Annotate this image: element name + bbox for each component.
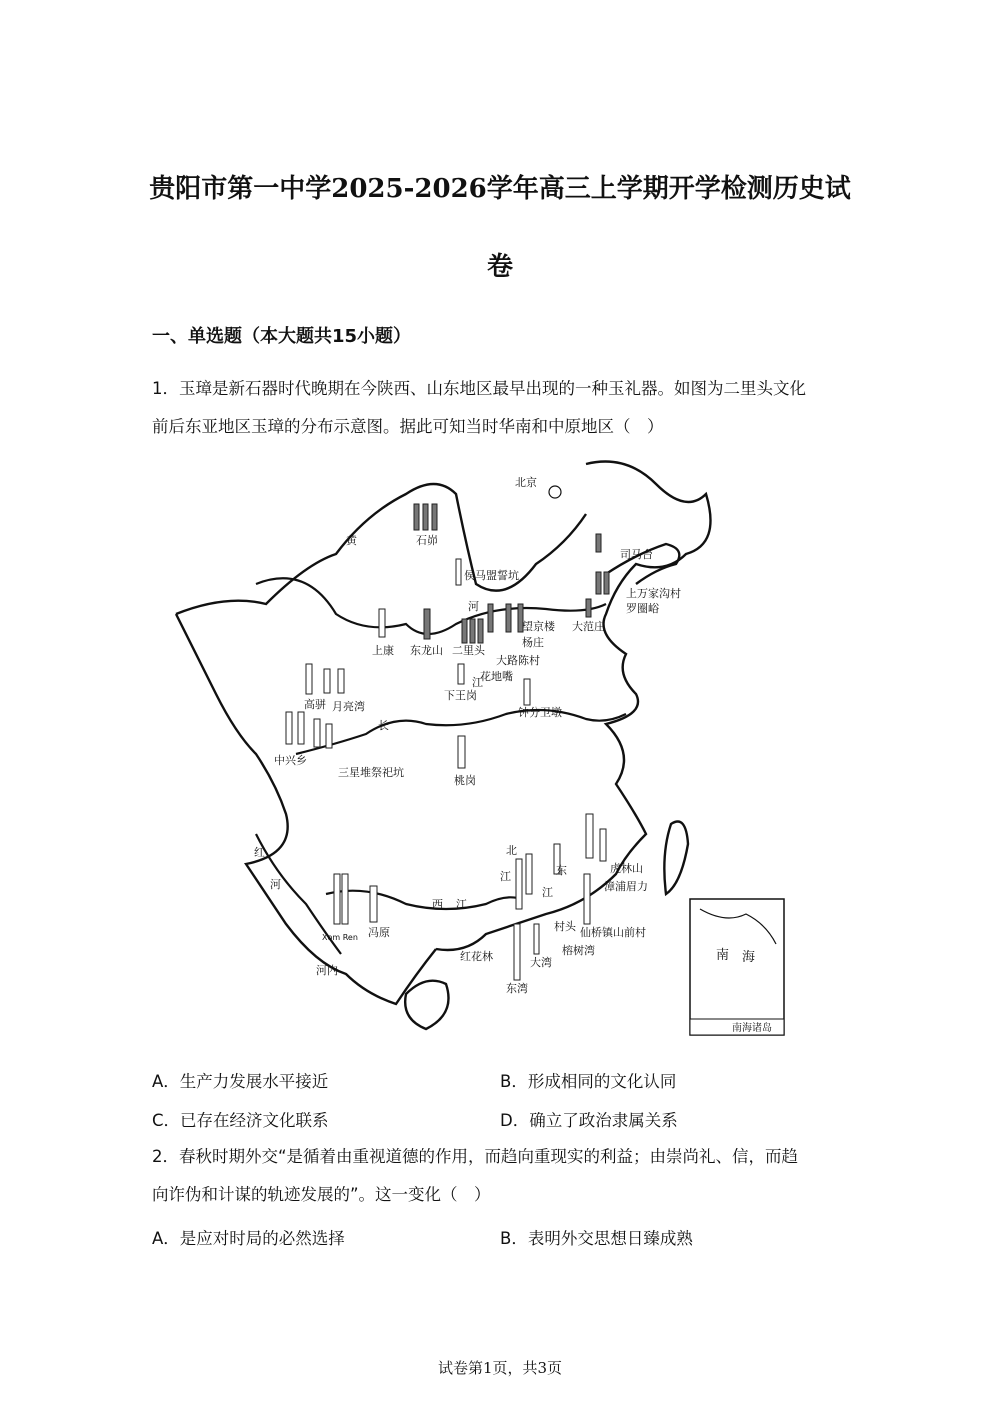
q1-option-a[interactable]: A．生产力发展水平接近 [152, 1072, 329, 1091]
question-2-line1: 2．春秋时期外交“是循着由重视道德的作用，而趋向重现实的利益；由崇尚礼、信，而趋 [152, 1147, 799, 1166]
document-title-line1: 贵阳市第一中学2025-2026学年高三上学期开学检测历史试 [149, 174, 851, 204]
map-label-nanhai-nan: 南 [716, 948, 730, 963]
map-label-jiang2: 江 [500, 870, 511, 883]
map-label-dafanzhuang: 大范庄 [572, 620, 605, 633]
map-label-donglongshan: 东龙山 [410, 644, 443, 657]
map-label-luoquanyu: 罗圈峪 [626, 602, 659, 615]
map-hainan [405, 981, 448, 1029]
map-label-zhongxingxiang: 中兴乡 [274, 754, 307, 767]
map-label-xi: 西 [432, 898, 443, 911]
map-label-chang: 长 [378, 719, 389, 732]
map-label-shangkang: 上康 [372, 644, 394, 657]
map-label-shangwanjia: 上万家沟村 [626, 587, 681, 600]
map-label-dalu: 大路陈村 [496, 654, 540, 667]
jade-zhang-distribution-map [166, 454, 786, 1037]
question-1 [152, 370, 852, 446]
map-label-dawan: 大湾 [530, 956, 552, 969]
map-label-jiang4: 江 [456, 898, 467, 911]
map-label-yangzhuang: 杨庄 [522, 636, 544, 649]
map-label-he: 河 [468, 600, 479, 613]
map-label-shimao: 石峁 [416, 534, 438, 547]
map-label-hong: 红 [254, 846, 265, 859]
map-label-zhongfenwei: 钟分卫墩 [518, 706, 562, 719]
map-label-taogang: 桃岗 [454, 774, 476, 787]
south-china-sea-inset [690, 899, 784, 1035]
q2-option-a[interactable]: A．是应对时局的必然选择 [152, 1229, 345, 1248]
section-heading: 一、单选题（本大题共15小题） [152, 326, 412, 347]
q1-option-b[interactable]: B．形成相同的文化认同 [500, 1072, 677, 1091]
map-taiwan [664, 822, 688, 895]
map-label-honghualin: 红花林 [460, 950, 493, 963]
map-label-nanhai-zhudao: 南海诸岛 [732, 1023, 772, 1034]
map-coastline [436, 462, 711, 951]
map-label-he2: 河 [270, 878, 281, 891]
map-label-jiang: 江 [472, 676, 483, 689]
map-label-rongshuwan: 榕树湾 [562, 944, 595, 957]
map-label-dongwan: 东湾 [506, 982, 528, 995]
map-label-zhangpu: 漳浦眉力 [604, 880, 648, 893]
map-label-huadizui: 花地嘴 [480, 670, 513, 683]
map-label-hulinshan: 虎林山 [610, 862, 643, 875]
question-2 [152, 1138, 852, 1214]
map-label-xiawanggang: 下王岗 [444, 689, 477, 702]
capital-star-icon [549, 486, 561, 498]
map-label-jiang3: 江 [542, 886, 553, 899]
map-label-yueliangwan: 月亮湾 [332, 700, 365, 713]
q2-option-b[interactable]: B．表明外交思想日臻成熟 [500, 1229, 693, 1248]
q1-option-d[interactable]: D．确立了政治隶属关系 [500, 1111, 678, 1130]
map-label-simatai: 司马台 [620, 548, 653, 561]
map-label-henei: 河内 [316, 964, 338, 977]
question-1-line2: 前后东亚地区玉璋的分布示意图。据此可知当时华南和中原地区（ ） [152, 417, 664, 436]
q1-option-c[interactable]: C．已存在经济文化联系 [152, 1111, 329, 1130]
question-1-line1: 1．玉璋是新石器时代晚期在今陕西、山东地区最早出现的一种玉礼器。如图为二里头文化 [152, 379, 806, 398]
map-label-cuntou: 村头 [554, 920, 576, 933]
question-2-line2: 向诈伪和计谋的轨迹发展的”。这一变化（ ） [152, 1185, 491, 1204]
map-label-fengyuan: 冯原 [368, 926, 390, 939]
document-title-line2: 卷 [486, 252, 513, 282]
map-label-huang: 黄 [346, 534, 357, 547]
map-border-north [176, 484, 586, 614]
map-label-xianqiao: 仙桥镇山前村 [580, 926, 646, 939]
map-label-nanhai-hai: 海 [742, 950, 756, 965]
map-label-sanxingdui: 三星堆祭祀坑 [338, 766, 404, 779]
map-pearl-river [326, 891, 521, 909]
map-label-beijing: 北京 [515, 476, 537, 489]
map-label-houma: 侯马盟誓坑 [464, 569, 519, 582]
map-label-bei: 北 [506, 844, 517, 857]
map-label-erlitou: 二里头 [452, 644, 485, 657]
map-label-dong: 东 [556, 864, 567, 877]
page-footer: 试卷第1页，共3页 [437, 1359, 563, 1377]
map-label-wangjinglou: 望京楼 [522, 620, 555, 633]
map-label-gaopian: 高骈 [304, 698, 326, 711]
map-label-komrien: Xom Ren [322, 933, 358, 942]
